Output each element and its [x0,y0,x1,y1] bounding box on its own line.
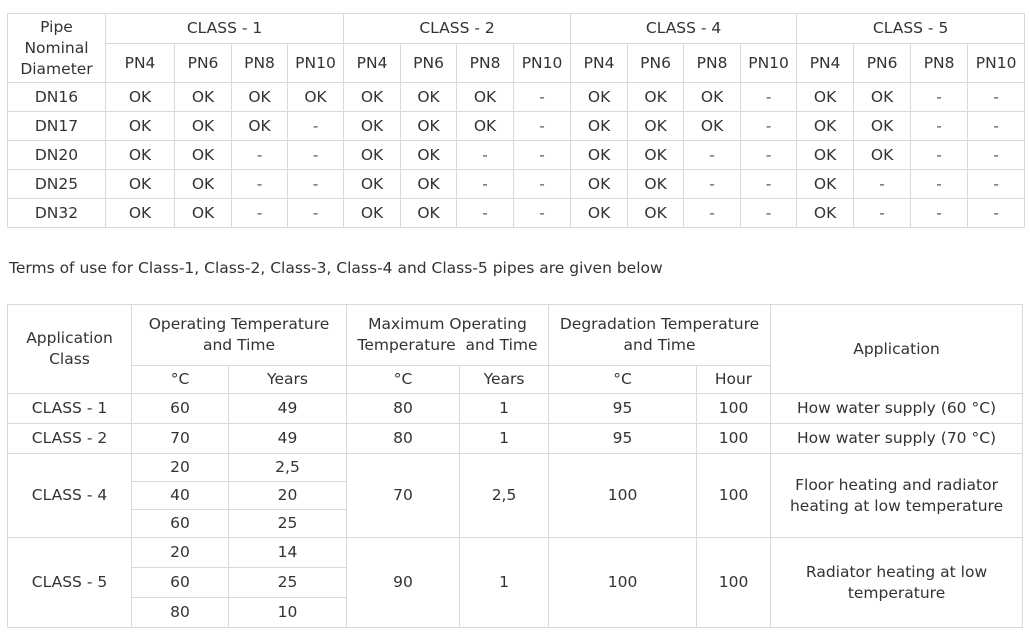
compatibility-cell: - [288,141,344,170]
compatibility-cell: OK [175,83,232,112]
pn-header: PN10 [288,44,344,83]
compatibility-cell: - [741,83,797,112]
compatibility-cell: OK [175,199,232,228]
class-name: CLASS - 2 [8,424,132,454]
pn-header: PN4 [106,44,175,83]
compatibility-cell: OK [628,199,684,228]
compatibility-cell: - [911,112,968,141]
operating-temperature-header: Operating Temperature and Time [132,305,347,366]
class-4-row [8,454,1023,482]
degradation-celsius: 95 [549,424,697,454]
terms-note: Terms of use for Class-1, Class-2, Class-3, Class-4 and Class-5 pipes are given below [9,259,663,277]
pn-header: PN6 [401,44,457,83]
compatibility-cell: OK [628,141,684,170]
compatibility-cell: - [911,199,968,228]
pn-header: PN8 [457,44,514,83]
class-header: CLASS - 1 [106,14,344,44]
application-text: Floor heating and radiator heating at low temperature [771,454,1023,538]
compatibility-cell: OK [106,141,175,170]
compatibility-cell: OK [457,83,514,112]
pipe-nominal-diameter-header: Pipe Nominal Diameter [8,14,106,83]
compatibility-cell: OK [401,199,457,228]
compatibility-cell: OK [106,170,175,199]
pn-header: PN4 [797,44,854,83]
table-row [8,141,1025,170]
compatibility-cell: - [514,112,571,141]
unit-celsius-header: °C [549,366,697,394]
compatibility-cell: OK [571,112,628,141]
pn-header-row [8,44,1025,83]
pressure-compatibility-table [7,13,1025,228]
compatibility-cell: - [968,83,1025,112]
unit-years-header: Years [229,366,347,394]
operating-years: 25 [229,510,347,538]
application-text: How water supply (60 °C) [771,394,1023,424]
compatibility-cell: OK [797,141,854,170]
compatibility-cell: OK [106,83,175,112]
application-header: Application [771,305,1023,394]
compatibility-cell: - [457,199,514,228]
compatibility-cell: OK [175,170,232,199]
compatibility-cell: - [514,170,571,199]
max-years: 2,5 [460,454,549,538]
class-name: CLASS - 1 [8,394,132,424]
max-years: 1 [460,424,549,454]
table-row [8,199,1025,228]
application-text: Radiator heating at low temperature [771,538,1023,628]
nominal-diameter-cell: DN25 [8,170,106,199]
compatibility-cell: - [854,199,911,228]
degradation-celsius: 100 [549,538,697,628]
compatibility-cell: - [232,141,288,170]
compatibility-cell: OK [106,199,175,228]
compatibility-cell: - [684,170,741,199]
pn-header: PN10 [741,44,797,83]
operating-years: 49 [229,424,347,454]
pn-header: PN8 [684,44,741,83]
class-name: CLASS - 4 [8,454,132,538]
compatibility-cell: OK [797,112,854,141]
compatibility-cell: - [288,170,344,199]
pn-header: PN4 [571,44,628,83]
compatibility-cell: OK [175,112,232,141]
operating-celsius: 60 [132,394,229,424]
compatibility-cell: OK [288,83,344,112]
compatibility-cell: - [741,170,797,199]
compatibility-cell: - [288,199,344,228]
compatibility-cell: OK [628,83,684,112]
compatibility-cell: - [968,170,1025,199]
unit-years-header: Years [460,366,549,394]
table-row [8,112,1025,141]
operating-years: 25 [229,568,347,598]
compatibility-cell: - [741,112,797,141]
compatibility-cell: - [968,199,1025,228]
table-row [8,170,1025,199]
compatibility-cell: OK [571,199,628,228]
max-celsius: 70 [347,454,460,538]
operating-celsius: 40 [132,482,229,510]
degradation-celsius: 100 [549,454,697,538]
class-header: CLASS - 2 [344,14,571,44]
compatibility-cell: OK [401,83,457,112]
compatibility-cell: - [854,170,911,199]
compatibility-cell: - [911,170,968,199]
unit-hour-header: Hour [697,366,771,394]
compatibility-cell: OK [401,170,457,199]
compatibility-cell: - [684,141,741,170]
compatibility-cell: OK [628,170,684,199]
operating-years: 14 [229,538,347,568]
compatibility-cell: - [514,199,571,228]
compatibility-cell: OK [797,83,854,112]
operating-celsius: 20 [132,454,229,482]
compatibility-cell: - [911,83,968,112]
degradation-hour: 100 [697,424,771,454]
compatibility-cell: - [514,141,571,170]
max-years: 1 [460,394,549,424]
compatibility-cell: OK [854,141,911,170]
compatibility-cell: OK [401,112,457,141]
compatibility-cell: - [684,199,741,228]
compatibility-cell: OK [457,112,514,141]
pn-header: PN6 [175,44,232,83]
application-text: How water supply (70 °C) [771,424,1023,454]
degradation-hour: 100 [697,454,771,538]
compatibility-cell: - [232,170,288,199]
compatibility-cell: OK [571,141,628,170]
compatibility-cell: - [457,141,514,170]
operating-celsius: 60 [132,510,229,538]
compatibility-cell: OK [344,141,401,170]
compatibility-cell: OK [344,83,401,112]
pn-header: PN8 [232,44,288,83]
compatibility-cell: - [968,141,1025,170]
compatibility-cell: OK [628,112,684,141]
degradation-hour: 100 [697,394,771,424]
compatibility-cell: OK [344,199,401,228]
class-header: CLASS - 5 [797,14,1025,44]
operating-years: 2,5 [229,454,347,482]
compatibility-cell: OK [684,83,741,112]
nominal-diameter-cell: DN20 [8,141,106,170]
unit-celsius-header: °C [132,366,229,394]
compatibility-cell: OK [571,83,628,112]
nominal-diameter-cell: DN17 [8,112,106,141]
compatibility-cell: OK [797,170,854,199]
pn-header: PN4 [344,44,401,83]
compatibility-cell: - [741,141,797,170]
operating-years: 20 [229,482,347,510]
pn-header: PN8 [911,44,968,83]
compatibility-cell: OK [232,112,288,141]
compatibility-cell: OK [344,170,401,199]
compatibility-cell: - [457,170,514,199]
class-1-row [8,394,1023,424]
compatibility-cell: OK [175,141,232,170]
compatibility-cell: OK [232,83,288,112]
pn-header: PN6 [854,44,911,83]
compatibility-cell: OK [854,112,911,141]
terms-of-use-table [7,304,1023,628]
application-class-header: Application Class [8,305,132,394]
compatibility-cell: OK [797,199,854,228]
nominal-diameter-cell: DN32 [8,199,106,228]
operating-celsius: 70 [132,424,229,454]
compatibility-cell: - [232,199,288,228]
max-celsius: 80 [347,394,460,424]
degradation-celsius: 95 [549,394,697,424]
compatibility-cell: OK [344,112,401,141]
degradation-temperature-header: Degradation Temperature and Time [549,305,771,366]
class-name: CLASS - 5 [8,538,132,628]
compatibility-cell: OK [571,170,628,199]
maximum-temperature-header: Maximum Operating Temperature and Time [347,305,549,366]
pn-header: PN6 [628,44,684,83]
class-5-row [8,538,1023,568]
unit-celsius-header: °C [347,366,460,394]
operating-celsius: 80 [132,598,229,628]
degradation-hour: 100 [697,538,771,628]
compatibility-cell: OK [854,83,911,112]
table-row [8,83,1025,112]
nominal-diameter-cell: DN16 [8,83,106,112]
class-2-row [8,424,1023,454]
compatibility-cell: - [741,199,797,228]
pn-header: PN10 [514,44,571,83]
compatibility-cell: OK [684,112,741,141]
class-header: CLASS - 4 [571,14,797,44]
compatibility-cell: - [968,112,1025,141]
compatibility-cell: - [514,83,571,112]
compatibility-cell: - [911,141,968,170]
operating-celsius: 60 [132,568,229,598]
max-years: 1 [460,538,549,628]
operating-years: 10 [229,598,347,628]
compatibility-cell: - [288,112,344,141]
max-celsius: 90 [347,538,460,628]
pn-header: PN10 [968,44,1025,83]
compatibility-cell: OK [401,141,457,170]
max-celsius: 80 [347,424,460,454]
operating-years: 49 [229,394,347,424]
compatibility-cell: OK [106,112,175,141]
operating-celsius: 20 [132,538,229,568]
